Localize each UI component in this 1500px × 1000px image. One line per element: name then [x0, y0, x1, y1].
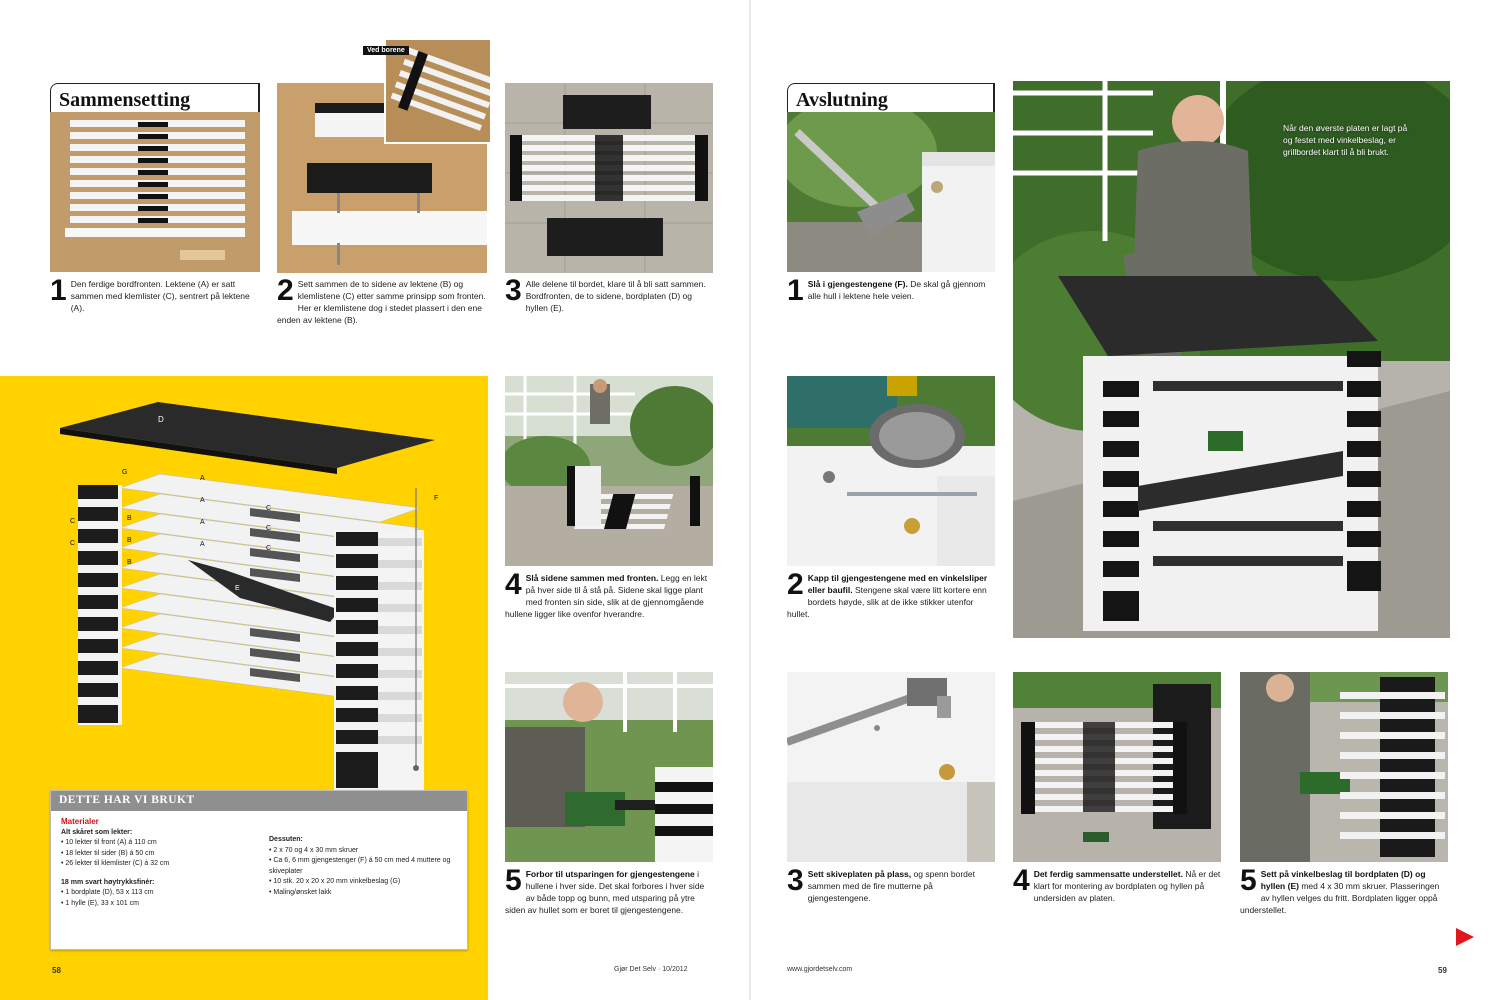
step-3-left: 3 Alle delene til bordet, klare til å bli satt sammen. Bordfronten, de to sidene, bordplaten (D) og hyllen (E).: [505, 274, 706, 313]
right-page: [750, 0, 1500, 1000]
materials-sub-1: Alt skåret som lekter:: [61, 828, 133, 836]
diagram-label-d: D: [158, 415, 164, 424]
diagram-label-a4: A: [200, 541, 205, 548]
materials-sub-2: 18 mm svart høytrykksfinér:: [61, 878, 155, 886]
diagram-label-a2: A: [200, 497, 205, 504]
photo-step-r3: [787, 672, 995, 862]
materials-item: • 2 x 70 og 4 x 30 mm skruer: [269, 846, 359, 854]
materials-title: Materialer: [61, 817, 99, 826]
materials-item: • Maling/ønsket lakk: [269, 888, 332, 896]
diagram-label-g: G: [122, 469, 128, 476]
photo-step-r1: [787, 112, 995, 272]
photo-step-r5: [1240, 672, 1448, 862]
materials-item: • 26 lekter til klemlister (C) á 32 cm: [61, 860, 170, 867]
photo-step-5: [505, 672, 713, 862]
photo-step-1: [50, 112, 260, 272]
hero-caption: Når den øverste platen er lagt på og festet med vinkelbeslag, er grillbordet klart til å bli brukt.: [1283, 123, 1408, 157]
materials-col-2: [269, 835, 459, 898]
photo-step-3: [505, 83, 713, 273]
materials-col-1: [61, 817, 261, 909]
diagram-label-c2: C: [266, 525, 272, 532]
step-2-left: 2 Sett sammen de to sidene av lektene (B) og klemlistene (C) etter samme prinsipp som fronten. Her er klemlistene dog i stedet plassert i den ene enden av lektene (B).: [277, 274, 486, 325]
diagram-label-f: F: [434, 495, 439, 502]
diagram-label-c5: C: [70, 540, 76, 547]
materials-item: • 10 lekter til front (A) á 110 cm: [61, 839, 157, 846]
footer-magazine: Gjør Det Selv · 10/2012: [614, 966, 688, 973]
section-title-avslutning: Avslutning: [787, 83, 995, 112]
step-3-right: 3 Sett skiveplaten på plass, og spenn bordet sammen med de fire mutterne på gjengestengene.: [787, 864, 975, 903]
step-1-left: 1 Den ferdige bordfronten. Lektene (A) er satt sammen med klemlister (C), sentrert på lektene (A).: [50, 274, 250, 313]
materials-box: [50, 790, 468, 950]
exploded-diagram: [40, 390, 470, 800]
step-4-right: 4 Det ferdig sammensatte understellet. Nå er det klart for montering av bordplaten og hyllen på undersiden av platen.: [1013, 864, 1221, 903]
diagram-label-a1: A: [200, 475, 205, 482]
materials-sub-3: Dessuten:: [269, 836, 303, 843]
step-5-left: 5 Forbor til utsparingen for gjengestengene i hullene i hver side. Det skal forbores i hver side av både topp og bunn, med utsparing på ytre siden av hullet som er boret til gjengestengene.: [505, 864, 705, 915]
diagram-label-b1: B: [127, 515, 132, 522]
diagram-label-a3: A: [200, 519, 205, 526]
photo-step-4: [505, 376, 713, 566]
photo-step-r2: [787, 376, 995, 566]
step-4-left: 4 Slå sidene sammen med fronten. Legg en lekt på hver side til å stå på. Sidene skal ligge plant med fronten sin side, slik at de gjennomgående hullene ligger like ovenfor hverandre.: [505, 568, 708, 619]
diagram-label-b3: B: [127, 559, 132, 566]
left-page-number: 58: [52, 966, 61, 975]
materials-item: • 1 bordplate (D), 53 x 113 cm: [61, 889, 154, 896]
photo-step-r4: [1013, 672, 1221, 862]
materials-item: • 10 stk. 20 x 20 x 20 mm vinkelbeslag (G): [269, 878, 401, 885]
diagram-label-c1: C: [266, 505, 272, 512]
step-2-right: 2 Kapp til gjengestengene med en vinkelsliper eller baufil. Stengene skal være litt kortere enn bordets høyde, slik at de ikke stikker utenfor hullet.: [787, 568, 988, 619]
diagram-label-b2: B: [127, 537, 132, 544]
right-page-number: 59: [1438, 966, 1447, 975]
materials-item: • Ca 6, 6 mm gjengestenger (F) á 50 cm med 4 muttere og skiveplater: [269, 857, 451, 875]
diagram-label-e: E: [235, 585, 240, 592]
materials-item: • 18 lekter til sider (B) á 50 cm: [61, 849, 155, 857]
hero-photo: [1013, 81, 1450, 638]
section-title-sammensetting: Sammensetting: [50, 83, 260, 112]
play-arrow-icon[interactable]: [1454, 928, 1476, 946]
step-5-right: 5 Sett på vinkelbeslag til bordplaten (D) og hyllen (E) med 4 x 30 mm skruer. Plasseringen av hyllen velges du fritt. Bordplaten ligger oppå understellet.: [1240, 864, 1440, 915]
materials-item: • 1 hylle (E), 33 x 101 cm: [61, 899, 139, 907]
diagram-label-c4: C: [70, 518, 76, 525]
materials-header: DETTE HAR VI BRUKT: [51, 791, 467, 811]
diagram-label-c3: C: [266, 545, 272, 552]
step-1-right: 1 Slå i gjengestengene (F). De skal gå gjennom alle hull i lektene hele veien.: [787, 274, 986, 307]
inset-tag: Ved borene: [363, 46, 409, 55]
footer-url: www.gjordetselv.com: [787, 966, 853, 973]
